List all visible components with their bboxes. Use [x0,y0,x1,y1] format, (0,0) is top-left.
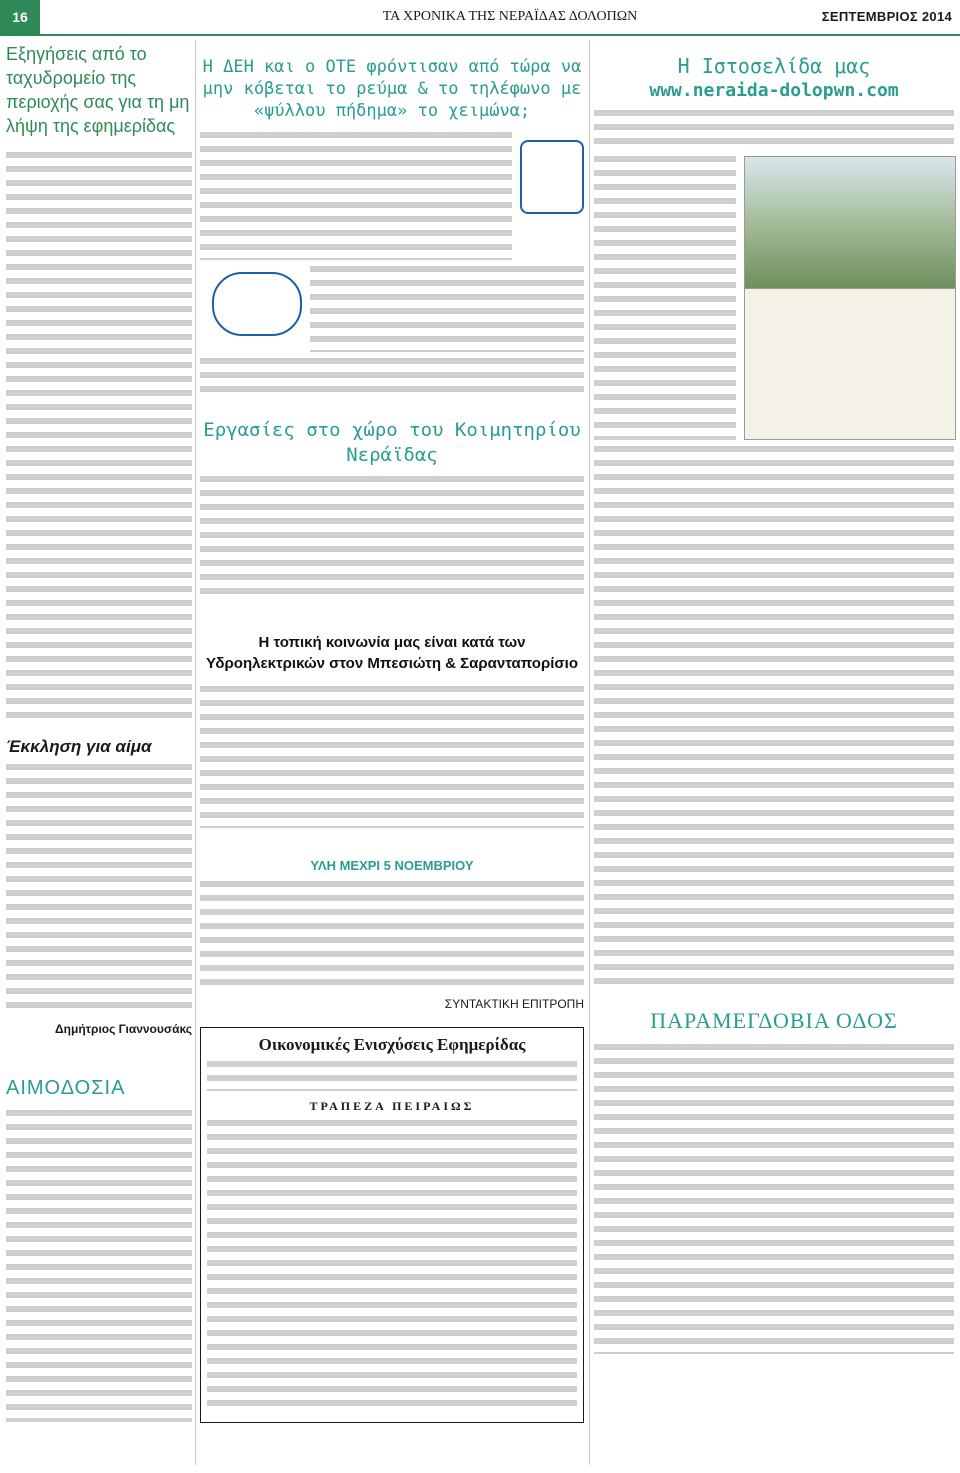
power-phone-body [310,266,584,352]
website-url: www.neraida-dolopwn.com [649,80,899,101]
page-number: 16 [0,0,40,34]
donations-list [207,1120,577,1410]
hydroelectric-body [200,686,584,828]
website-screenshot-page [744,288,956,440]
donations-box [200,1027,584,1423]
blood-donation-body [6,1110,192,1422]
website-intro [594,110,954,150]
hydroelectric-headline: Η τοπική κοινωνία μας είναι κατά των Υδροηλεκτρικών στον Μπεσιώτη & Σαρανταπορίσιο [205,634,578,672]
donations-intro [207,1061,577,1091]
website-screenshot-landscape [744,156,956,290]
middle-column [200,40,584,1465]
post-office-article-body [6,152,192,722]
ote-logo [212,272,302,336]
right-column [594,40,954,1465]
power-phone-headline: Η ΔΕΗ και ο ΟΤΕ φρόντισαν από τώρα να μην κόβεται το ρεύμα & το τηλέφωνο με «ψύλλου πήδημα» το χειμώνα; [202,57,582,121]
website-body [594,156,736,440]
column-rule [589,40,590,1465]
dei-logo [520,140,584,214]
power-phone-article [200,132,584,402]
deadline-title: ΥΛΗ ΜΕΧΡΙ 5 ΝΟΕΜΒΡΙΟΥ [310,858,474,873]
power-phone-body [200,358,584,398]
website-body [594,446,954,990]
cemetery-headline: Εργασίες στο χώρο του Κοιμητηρίου Νεράϊδας [203,419,581,466]
road-body [594,1044,954,1354]
power-phone-body [200,132,512,260]
bank-name: ΤΡΑΠΕΖΑ ΠΕΙΡΑΙΩΣ [309,1099,475,1113]
deadline-signature: ΣΥΝΤΑΚΤΙΚΗ ΕΠΙΤΡΟΠΗ [444,997,584,1011]
website-title: Η Ιστοσελίδα μας [677,54,871,78]
deadline-body [200,881,584,993]
road-headline: ΠΑΡΑΜΕΓΔΟΒΙΑ ΟΔΟΣ [650,1008,898,1033]
left-column [6,40,192,1465]
post-office-headline: Εξηγήσεις από το ταχυδρομείο της περιοχής σας για τη μη λήψη της εφημερίδας [6,44,190,136]
blood-donation-title: ΑΙΜΟΔΟΣΙΑ [6,1077,126,1099]
blood-appeal-body [6,764,192,1016]
website-article [594,110,954,990]
cemetery-body [200,476,584,602]
blood-appeal-signature: Δημήτριος Γιαννουσάκς [55,1022,192,1036]
blood-appeal-title: Έκκληση για αίμα [6,737,152,756]
masthead [0,0,960,36]
donations-title: Οικονομικές Ενισχύσεις Εφημερίδας [258,1035,526,1054]
issue-date: ΣΕΠΤΕΜΒΡΙΟΣ 2014 [821,9,952,24]
paper-name: ΤΑ ΧΡΟΝΙΚΑ ΤΗΣ ΝΕΡΑΪΔΑΣ ΔΟΛΟΠΩΝ [382,9,638,24]
column-rule [195,40,196,1465]
